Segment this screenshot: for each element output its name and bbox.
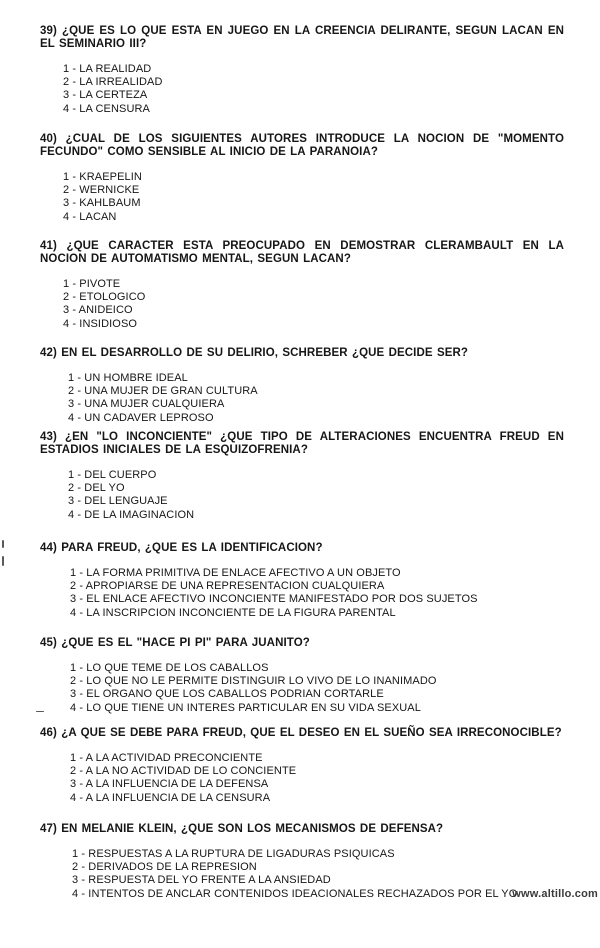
question-title: 46) ¿A QUE SE DEBE PARA FREUD, QUE EL DESEO EN EL SUEÑO SEA IRRECONOCIBLE? xyxy=(40,727,562,739)
question-title: 42) EN EL DESARROLLO DE SU DELIRIO, SCHREBER ¿QUE DECIDE SER? xyxy=(40,347,469,359)
option-list xyxy=(70,567,564,620)
option-item: 4 - INSIDIOSO xyxy=(63,317,138,330)
watermark: www.altillo.com xyxy=(512,888,598,900)
question-title: 39) ¿QUE ES LO QUE ESTA EN JUEGO EN LA CREENCIA DELIRANTE, SEGUN LACAN EN EL SEMINARIO III? xyxy=(40,25,564,50)
option-item: 3 - KAHLBAUM xyxy=(63,197,141,210)
option-list xyxy=(68,469,564,522)
option-item: 3 - LA CERTEZA xyxy=(63,89,148,102)
option-item: 1 - KRAEPELIN xyxy=(63,171,142,183)
option-item: 2 - DERIVADOS DE LA REPRESION xyxy=(72,861,257,874)
option-item: 2 - ETOLOGICO xyxy=(63,291,146,304)
option-item: 1 - A LA ACTIVIDAD PRECONCIENTE xyxy=(70,752,263,764)
option-list xyxy=(70,752,564,805)
option-item: 2 - APROPIARSE DE UNA REPRESENTACION CUALQUIERA xyxy=(70,580,385,593)
option-item: 4 - UN CADAVER LEPROSO xyxy=(68,411,214,424)
question-45 xyxy=(40,637,564,715)
scan-speck xyxy=(2,556,4,566)
option-item: 2 - A LA NO ACTIVIDAD DE LO CONCIENTE xyxy=(70,765,297,778)
option-item: 1 - UN HOMBRE IDEAL xyxy=(68,372,188,384)
option-item: 3 - DEL LENGUAJE xyxy=(68,495,168,508)
option-item: 2 - WERNICKE xyxy=(63,184,140,197)
option-item: 3 - EL ORGANO QUE LOS CABALLOS PODRIAN CORTARLE xyxy=(70,688,384,701)
option-item: 2 - LO QUE NO LE PERMITE DISTINGUIR LO VIVO DE LO INANIMADO xyxy=(70,675,437,688)
option-item: 4 - LA INSCRIPCION INCONCIENTE DE LA FIGURA PARENTAL xyxy=(70,606,396,619)
question-43 xyxy=(40,431,564,522)
option-item: 1 - RESPUESTAS A LA RUPTURA DE LIGADURAS PSIQUICAS xyxy=(72,848,395,860)
option-item: 2 - LA IRREALIDAD xyxy=(63,76,163,89)
option-item: 3 - UNA MUJER CUALQUIERA xyxy=(68,398,225,411)
question-44 xyxy=(40,542,564,620)
option-item: 3 - EL ENLACE AFECTIVO INCONCIENTE MANIFESTADO POR DOS SUJETOS xyxy=(70,593,478,606)
scan-speck xyxy=(2,540,4,548)
option-list xyxy=(68,372,564,425)
question-42 xyxy=(40,347,564,425)
question-40 xyxy=(40,133,564,224)
option-list xyxy=(70,662,564,715)
option-list xyxy=(63,63,564,116)
scan-speck xyxy=(36,711,44,712)
option-item: 3 - A LA INFLUENCIA DE LA DEFENSA xyxy=(70,778,269,791)
question-title: 41) ¿QUE CARACTER ESTA PREOCUPADO EN DEMOSTRAR CLERAMBAULT EN LA NOCION DE AUTOMATISMO MENTAL, SEGUN LACAN? xyxy=(40,240,564,265)
option-item: 4 - DE LA IMAGINACION xyxy=(68,508,195,521)
question-title: 40) ¿CUAL DE LOS SIGUIENTES AUTORES INTRODUCE LA NOCION DE "MOMENTO FECUNDO" COMO SENSIBLE AL INICIO DE LA PARANOIA? xyxy=(40,133,564,158)
option-item: 1 - DEL CUERPO xyxy=(68,469,157,481)
option-item: 2 - DEL YO xyxy=(68,482,125,495)
option-item: 4 - INTENTOS DE ANCLAR CONTENIDOS IDEACIONALES RECHAZADOS POR EL YO xyxy=(72,887,518,900)
option-item: 1 - LA REALIDAD xyxy=(63,63,152,75)
option-item: 4 - A LA INFLUENCIA DE LA CENSURA xyxy=(70,791,271,804)
option-item: 4 - LA CENSURA xyxy=(63,102,150,115)
option-item: 4 - LACAN xyxy=(63,210,117,223)
question-title: 43) ¿EN "LO INCONCIENTE" ¿QUE TIPO DE ALTERACIONES ENCUENTRA FREUD EN ESTADIOS INICIALES DE LA ESQUIZOFRENIA? xyxy=(40,431,564,456)
question-39 xyxy=(40,25,564,116)
option-list xyxy=(63,171,564,224)
question-title: 45) ¿QUE ES EL "HACE PI PI" PARA JUANITO? xyxy=(40,637,310,649)
question-41 xyxy=(40,240,564,331)
option-list xyxy=(63,278,564,331)
question-47 xyxy=(40,823,564,901)
option-item: 2 - UNA MUJER DE GRAN CULTURA xyxy=(68,385,258,398)
option-item: 1 - LO QUE TEME DE LOS CABALLOS xyxy=(70,662,269,674)
question-46 xyxy=(40,727,564,805)
option-item: 1 - PIVOTE xyxy=(63,278,121,290)
option-list xyxy=(72,848,564,901)
question-title: 47) EN MELANIE KLEIN, ¿QUE SON LOS MECANISMOS DE DEFENSA? xyxy=(40,823,444,835)
question-title: 44) PARA FREUD, ¿QUE ES LA IDENTIFICACION? xyxy=(40,542,323,554)
option-item: 4 - LO QUE TIENE UN INTERES PARTICULAR EN SU VIDA SEXUAL xyxy=(70,701,421,714)
option-item: 1 - LA FORMA PRIMITIVA DE ENLACE AFECTIVO A UN OBJETO xyxy=(70,567,401,579)
option-item: 3 - ANIDEICO xyxy=(63,304,133,317)
option-item: 3 - RESPUESTA DEL YO FRENTE A LA ANSIEDAD xyxy=(72,874,331,887)
